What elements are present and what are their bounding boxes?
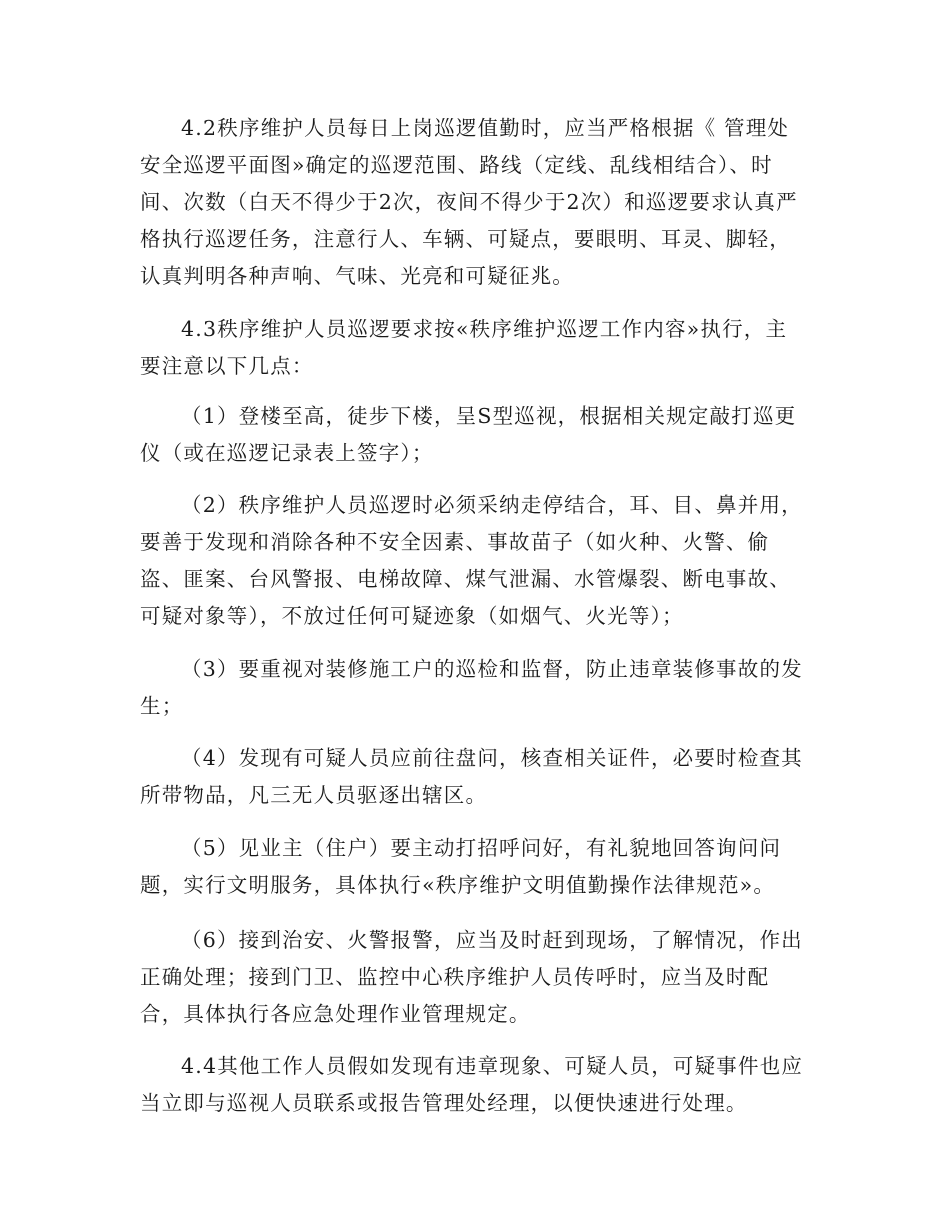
text-line: 4.3秩序维护人员巡逻要求按«秩序维护巡逻工作内容»执行，主 bbox=[181, 317, 788, 341]
text-line: 所带物品，凡三无人员驱逐出辖区。 bbox=[140, 783, 488, 807]
text-line: 要善于发现和消除各种不安全因素、事故苗子（如火种、火警、偷 bbox=[140, 530, 770, 554]
paragraph-item-5 bbox=[140, 830, 810, 904]
paragraph-item-6 bbox=[140, 922, 810, 1033]
text-line: 盗、匪案、台风警报、电梯故障、煤气泄漏、水管爆裂、断电事故、 bbox=[140, 567, 791, 591]
text-line: 安全巡逻平面图»确定的巡逻范围、路线（定线、乱线相结合）、时 bbox=[140, 153, 773, 177]
text-line: 要注意以下几点： bbox=[140, 354, 314, 378]
text-line: （6）接到治安、火警报警，应当及时赶到现场，了解情况，作出 bbox=[181, 928, 803, 952]
text-line: （4）发现有可疑人员应前往盘问，核查相关证件，必要时检查其 bbox=[181, 746, 803, 770]
text-line: 仪（或在巡逻记录表上签字）； bbox=[140, 441, 434, 465]
text-line: 间、次数（白天不得少于2次，夜间不得少于2次）和巡逻要求认真严 bbox=[140, 190, 798, 214]
paragraph-item-3 bbox=[140, 651, 810, 725]
paragraph-item-2 bbox=[140, 487, 810, 635]
text-line: 4.4其他工作人员假如发现有违章现象、可疑人员，可疑事件也应 bbox=[181, 1054, 804, 1078]
paragraph-section-4-4 bbox=[140, 1048, 810, 1122]
paragraph-section-4-2 bbox=[140, 110, 810, 295]
text-line: （1）登楼至高，徒步下楼，呈S型巡视，根据相关规定敲打巡更 bbox=[181, 404, 797, 428]
text-line: 认真判明各种声响、气味、光亮和可疑征兆。 bbox=[140, 264, 574, 288]
text-line: （5）见业主（住户）要主动打招呼问好，有礼貌地回答询问问 bbox=[181, 836, 782, 860]
text-line: 4.2秩序维护人员每日上岗巡逻值勤时，应当严格根据《 管理处 bbox=[181, 116, 790, 140]
text-line: 题，实行文明服务，具体执行«秩序维护文明值勤操作法律规范»。 bbox=[140, 873, 776, 897]
text-line: 当立即与巡视人员联系或报告管理处经理，以便快速进行处理。 bbox=[140, 1091, 748, 1115]
text-line: 生； bbox=[140, 694, 184, 718]
text-line: （2）秩序维护人员巡逻时必须采纳走停结合，耳、目、鼻并用， bbox=[181, 493, 803, 517]
text-line: 合，具体执行各应急处理作业管理规定。 bbox=[140, 1002, 531, 1026]
text-line: 格执行巡逻任务，注意行人、车辆、可疑点，要眼明、耳灵、脚轻， bbox=[140, 227, 791, 251]
text-line: （3）要重视对装修施工户的巡检和监督，防止违章装修事故的发 bbox=[181, 657, 803, 681]
paragraph-item-1 bbox=[140, 398, 810, 472]
text-line: 正确处理；接到门卫、监控中心秩序维护人员传呼时，应当及时配 bbox=[140, 965, 770, 989]
paragraph-item-4 bbox=[140, 740, 810, 814]
paragraph-section-4-3 bbox=[140, 311, 810, 385]
text-line: 可疑对象等），不放过任何可疑迹象（如烟气、火光等）； bbox=[140, 604, 684, 628]
